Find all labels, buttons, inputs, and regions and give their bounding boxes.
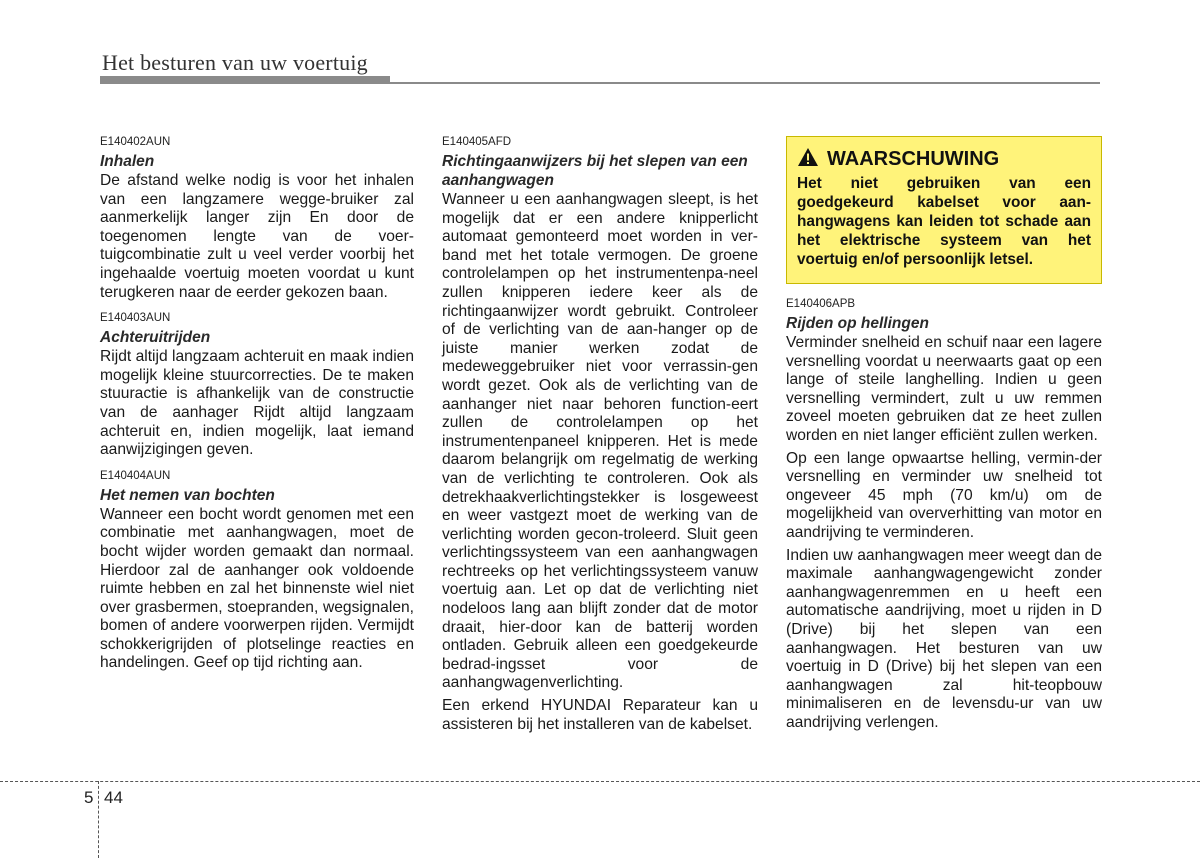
column-left — [100, 136, 414, 683]
section-paragraph: De afstand welke nodig is voor het inhalen van een langzamere wegge-bruiker zal aanmerkelijk langer zijn En door de toegenomen lengte van de voer-tuigcombinatie zult u veel verder voorbij het ingehaalde voertuig moeten voordat u kunt terugkeren naar de eerder gekozen baan. — [100, 172, 414, 301]
section-inhalen — [100, 136, 414, 302]
section-paragraph: Wanneer u een aanhangwagen sleept, is het mogelijk dat er een andere knipperlicht automaat gemonteerd moet worden in ver-band met het totale vermogen. De groene controlelampen op het instrumentenpa-neel zullen knipperen iedere keer als de richtingaanwijzer wordt gebruikt. Controleer of de verlichting van de aan-hanger op de juiste manier werken zodat de medeweggebruiker niet voor verrassin-gen wordt gezet. Ook als de verlichting van de aanhanger niet naar behoren function-eert zullen de controlelampen op het instrumentenpaneel knipperen. Het is mede daarom belangrijk om regelmatig de werking van de verlichting te controleren. Ook als detrekhaakverlichtingstekker is losgeweest en weer vastgezt moet de werking van de verlichting worden gecon-troleerd. Sluit geen verlichtingssysteem van een aanhangwagen rechtreeks op het verlichtingssysteem vanuw voertuig aan. Let op dat de verlichting niet nodeloos lang aan blijft zonder dat de motor draait, hier-door kan de batterij worden ontladen. Gebruik alleen een goedgekeurde bedrad-ingsset voor de aanhangwagenverlichting. — [442, 191, 758, 692]
section-code: E140402AUN — [100, 136, 171, 148]
footer-divider — [0, 781, 1200, 782]
footer-vertical-divider — [98, 781, 99, 858]
warning-text: Het niet gebruiken van een goedgekeurd kabelset voor aan-hangwagens kan leiden tot schade aan het elektrische systeem van het voertuig en/of persoonlijk letsel. — [797, 175, 1091, 268]
page-header-title: Het besturen van uw voertuig — [102, 50, 368, 75]
section-heading: Inhalen — [100, 153, 155, 170]
chapter-number: 5 — [84, 788, 94, 807]
section-achteruitrijden — [100, 312, 414, 460]
section-heading: Achteruitrijden — [100, 329, 211, 347]
section-code: E140405AFD — [442, 136, 512, 148]
warning-box — [786, 136, 1102, 284]
column-middle — [442, 136, 758, 744]
section-paragraph: Op een lange opwaartse helling, vermin-der versnelling en verminder uw snelheid tot ongeveer 45 mph (70 km/u) om de mogelijkheid van oververhitting van motor en aandrijving te verminderen. — [786, 449, 1102, 541]
warning-title: WAARSCHUWING — [827, 148, 1000, 170]
section-code: E140406APB — [786, 298, 856, 310]
section-paragraph: Indien uw aanhangwagen meer weegt dan de maximale aanhangwagengewicht zonder aanhangwagenremmen en u heeft een automatische aandrijving, moet u rijden in D (Drive) bij het slepen van een aanhangwagen. Het besturen van uw voertuig in D (Drive) bij het slepen van een aanhangwagen zal hit-teopbouw minimaliseren en de levensdu-ur van uw aandrijving verlengen. — [786, 546, 1102, 731]
section-heading: Richtingaanwijzers bij het slepen van een aanhangwagen — [442, 153, 748, 189]
page-number: 44 — [104, 788, 123, 807]
column-right — [786, 136, 1102, 742]
warning-triangle-icon — [797, 147, 819, 172]
warning-title-row — [797, 147, 1091, 172]
section-code: E140403AUN — [100, 312, 171, 325]
section-bochten — [100, 470, 414, 673]
section-paragraph: Rijdt altijd langzaam achteruit en maak indien mogelijk kleine stuurcorrecties. De te maken stuuractie is afhankelijk van de constructie van de aanhager Rijdt altijd langzaam achteruit en, indien mogelijk, laat iemand aanwijzigingen geven. — [100, 348, 414, 459]
section-paragraph: Verminder snelheid en schuif naar een lagere versnelling voordat u neerwaarts gaat op een lange of steile langhelling. Indien u geen versnelling vermindert, zult u uw remmen zoveel moeten gebruiken dat ze heet zullen worden en niet langer efficiënt zullen werken. — [786, 334, 1102, 444]
section-paragraph: Een erkend HYUNDAI Reparateur kan u assisteren bij het installeren van de kabelset. — [442, 697, 758, 733]
section-code: E140404AUN — [100, 469, 171, 482]
header-rule — [100, 82, 1100, 84]
section-heading: Het nemen van bochten — [100, 486, 275, 504]
section-paragraph: Wanneer een bocht wordt genomen met een combinatie met aanhangwagen, moet de bocht wijder worden gemaakt dan normaal. Hierdoor zal de aanhanger ook voldoende ruimte hebben en zal het binnenste wiel niet over grasbermen, stoepranden, wegsignalen, bomen of andere voorwerpen rijden. Vermijdt schokkerigrijden of plotselinge reacties en handelingen. Geef op tijd richting aan. — [100, 505, 414, 672]
section-heading: Rijden op hellingen — [786, 315, 929, 332]
